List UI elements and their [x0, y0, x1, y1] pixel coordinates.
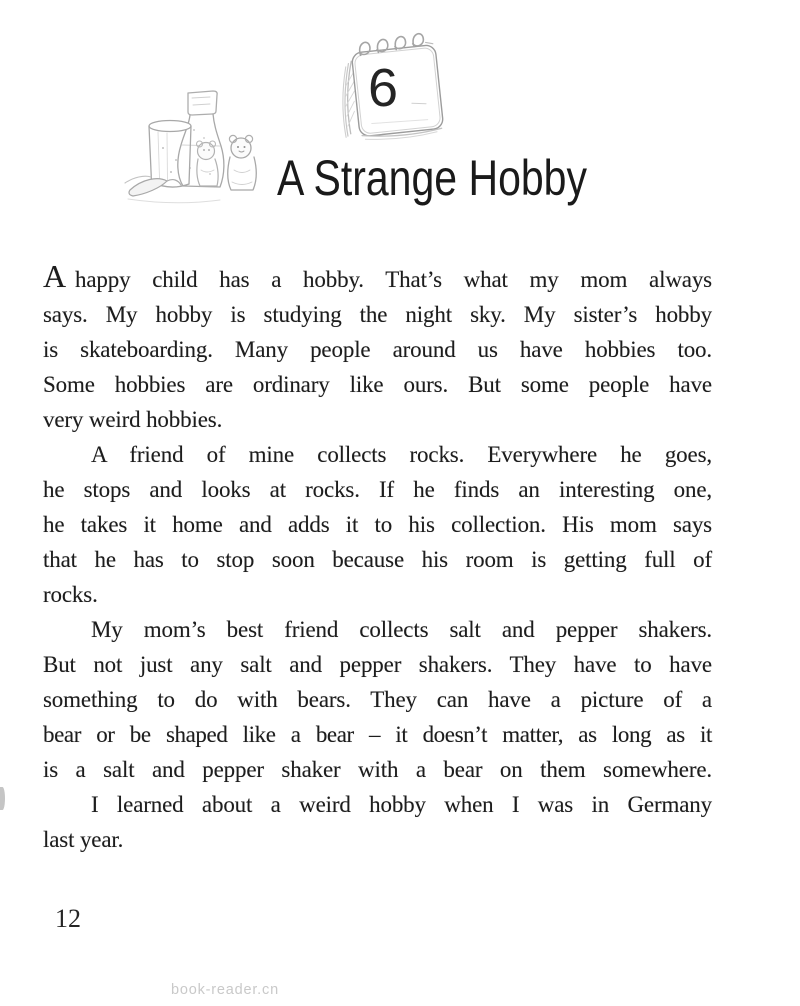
text-line: I learned about a weird hobby when I was in Germany	[91, 792, 712, 817]
text-line: rocks.	[43, 582, 98, 607]
calendar-sketch-icon	[323, 26, 455, 148]
text-line: says. My hobby is studying the night sky. My sister’s hobby	[43, 302, 712, 327]
text-line: he stops and looks at rocks. If he finds an interesting one,	[43, 477, 712, 502]
story-text	[43, 258, 712, 857]
text-line: that he has to stop soon because his room is getting full of	[43, 547, 712, 572]
text-line: is skateboarding. Many people around us have hobbies too.	[43, 337, 712, 362]
initial-cap: A	[43, 258, 66, 294]
scan-edge-artifact	[0, 787, 5, 810]
shakers-sketch-icon	[120, 78, 272, 210]
text-line: last year.	[43, 827, 124, 852]
text-line: My mom’s best friend collects salt and pepper shakers.	[91, 617, 712, 642]
text-run: happy child has a hobby. That’s what my mom always	[74, 267, 712, 292]
text-line: is a salt and pepper shaker with a bear on them somewhere.	[43, 757, 712, 782]
text-line: very weird hobbies.	[43, 407, 223, 432]
text-line: Some hobbies are ordinary like ours. But some people have	[43, 372, 712, 397]
chapter-number: 6	[367, 58, 399, 118]
text-line: A friend of mine collects rocks. Everywhere he goes,	[91, 442, 712, 467]
text-line	[43, 258, 712, 297]
page-number: 12	[55, 904, 81, 933]
shakers-sketch	[125, 91, 256, 203]
text-line: But not just any salt and pepper shakers. They have to have	[43, 652, 712, 677]
text-line: he takes it home and adds it to his collection. His mom says	[43, 512, 712, 537]
watermark: book-reader.cn	[171, 982, 279, 998]
text-line: bear or be shaped like a bear – it doesn’t matter, as long as it	[43, 722, 712, 747]
text-line: something to do with bears. They can have a picture of a	[43, 687, 712, 712]
chapter-title: A Strange Hobby	[277, 150, 587, 206]
